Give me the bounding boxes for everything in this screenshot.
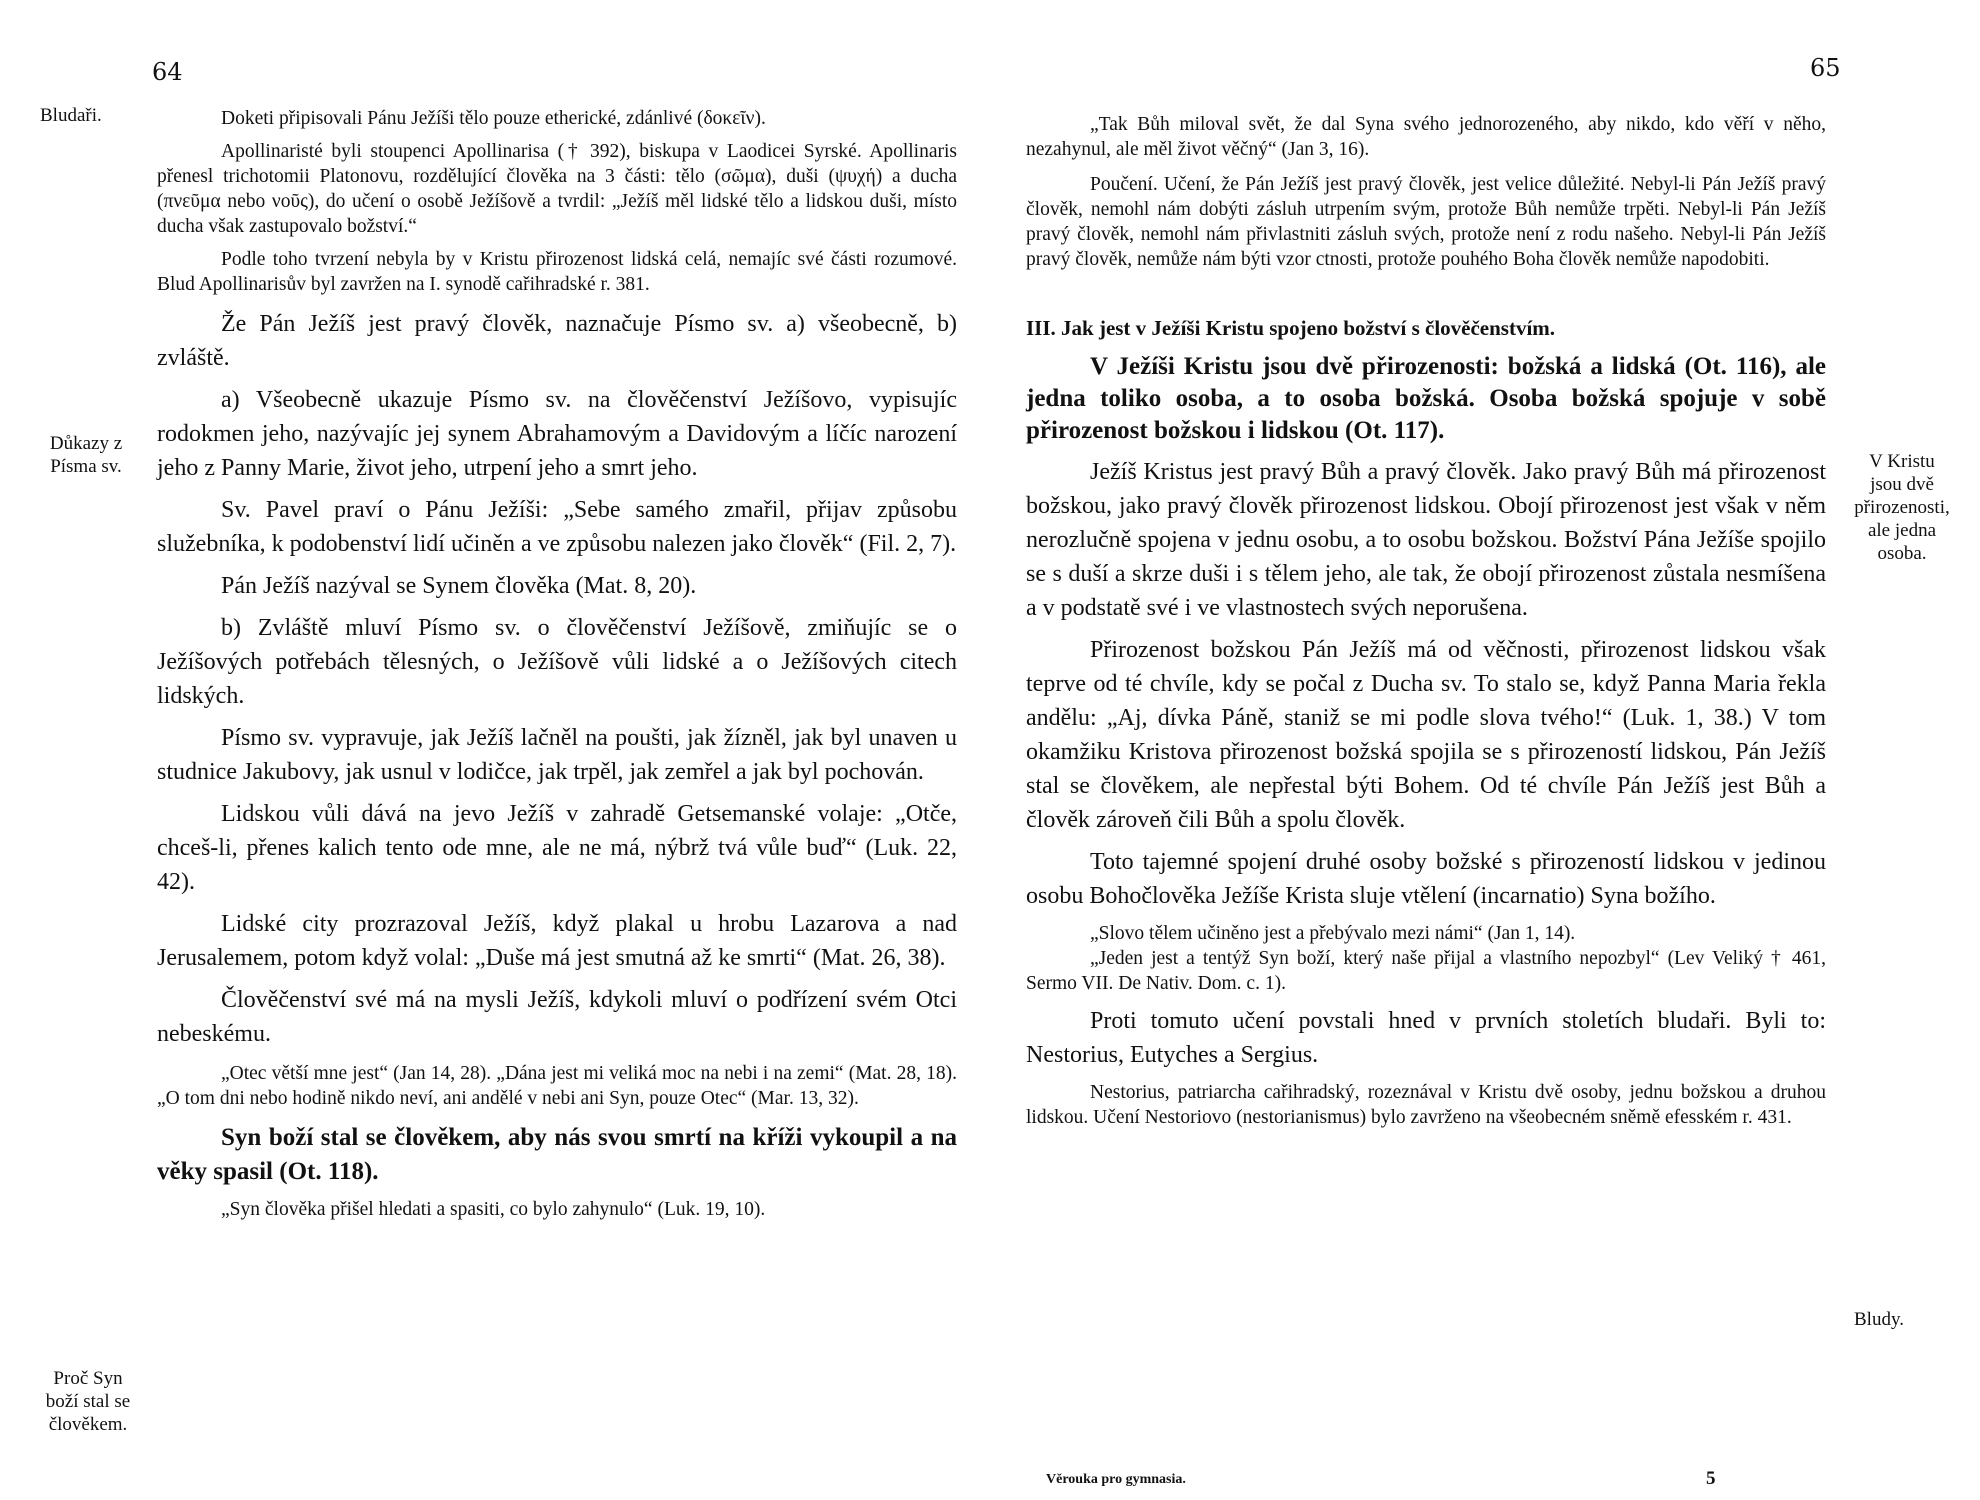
margin-note-line: ale jedna xyxy=(1867,520,1937,541)
paragraph-pan-jezis-nazyval: Pán Ježíš nazýval se Synem člověka (Mat. 8, 20). xyxy=(221,573,697,599)
paragraph-prirozenost-bozskou: Přirozenost božskou Pán Ježíš má od věčnosti, přirozenost lidskou však teprve od té chvíle, kdy se počal z Ducha sv. To stalo se, když Panna Maria řekla andělu: „Aj, dívka Páně, staniž se mi podle slova tvého!“ (Luk. 1, 38.) V tom okamžiku Kristova přirozenost božská spojila se s přirozeností lidskou, Pán Ježíš stal se člověkem, ale nepřestal býti Bohem. Od té chvíle Pán Ježíš jest Bůh a člověk zároveň čili Bůh a spolu člověk. xyxy=(1026,637,1826,833)
paragraph-sv-pavel: Sv. Pavel praví o Pánu Ježíši: „Sebe samého zmařil, přijav způsobu služebníka, k podobenství lidí učiněn a ve způsobu nalezen jako člověk“ (Fil. 2, 7). xyxy=(157,497,957,557)
right-page xyxy=(990,0,1980,1500)
paragraph-doketi: Doketi připisovali Pánu Ježíši tělo pouze etherické, zdánlivé (δοκεῖν). xyxy=(221,108,766,129)
paragraph-lidskou-vuli: Lidskou vůli dává na jevo Ježíš v zahradě Getsemanské volaje: „Otče, chceš-li, přenes kalich tento ode mne, ale ne má, nýbrž tvá vůle buď“ (Luk. 22, 42). xyxy=(157,801,957,895)
margin-note-line: jsou dvě xyxy=(1870,474,1934,495)
margin-note-line: Písma sv. xyxy=(50,456,122,477)
margin-note-bludari: Bludaři. xyxy=(40,105,102,126)
margin-note-line: boží stal se xyxy=(45,1391,131,1412)
paragraph-clovecenstvi: Člověčenství své má na mysli Ježíš, kdykoli mluví o podřízení svém Otci nebeskému. xyxy=(157,987,957,1047)
margin-note-line: Proč Syn xyxy=(53,1368,123,1389)
heading-syn-bozi: Syn boží stal se člověkem, aby nás svou smrtí na kříži vykoupil a na věky spasil (Ot. 118). xyxy=(157,1124,957,1185)
paragraph-slovo-telem: „Slovo tělem učiněno jest a přebývalo mezi námi“ (Jan 1, 14). xyxy=(1090,923,1576,944)
margin-note-line: přirozenosti, xyxy=(1854,497,1950,518)
paragraph-lidske-city: Lidské city prozrazoval Ježíš, když plakal u hrobu Lazarova a nad Jerusalemem, potom když volal: „Duše má jest smutná až ke smrti“ (Mat. 26, 38). xyxy=(157,911,957,971)
page-number: 64 xyxy=(152,58,183,86)
paragraph-zvlaste: b) Zvláště mluví Písmo sv. o člověčenství Ježíšově, zmiňujíc se o Ježíšových potřebách tělesných, o Ježíšově vůli lidské a o Ježíšových citech lidských. xyxy=(157,615,957,709)
paragraph-pouceni: Poučení. Učení, že Pán Ježíš jest pravý člověk, jest velice důležité. Nebyl-li Pán Ježíš pravý člověk, nemohl nám dobýti zásluh utrpením svým, protože Bůh nemůže trpěti. Nebyl-li Pán Ježíš pravý člověk, nemohl nám přivlastniti zásluh svých, protože není z rodu našeho. Nebyl-li Pán Ježíš pravý člověk, nemůže nám býti vzor ctnosti, protože pouhého Boha člověk nemůže napodobiti. xyxy=(1026,174,1826,270)
margin-note-line: osoba. xyxy=(1877,543,1927,564)
paragraph-pismo-vypravuje: Písmo sv. vypravuje, jak Ježíš lačněl na poušti, jak žízněl, jak byl unaven u studnice Jakubovy, jak usnul v lodičce, jak trpěl, jak zemřel a jak byl pochován. xyxy=(157,725,957,785)
margin-note-dukazy xyxy=(30,432,142,478)
paragraph-otec-vetsi: „Otec větší mne jest“ (Jan 14, 28). „Dána jest mi veliká moc na nebi i na zemi“ (Mat. 28, 18). „O tom dni nebo hodině nikdo neví, ani andělé v nebi ani Syn, pouze Otec“ (Mar. 13, 32). xyxy=(157,1063,957,1109)
margin-note-proc-syn xyxy=(24,1367,152,1436)
paragraph-vseobecne: a) Všeobecně ukazuje Písmo sv. na člověčenství Ježíšovo, vypisujíc rodokmen jeho, nazývajíc jej synem Abrahamovým a Davidovým a líčíc narození jeho z Panny Marie, život jeho, utrpení jeho a smrt jeho. xyxy=(157,387,957,481)
margin-note-v-kristu xyxy=(1842,450,1962,565)
paragraph-toto-tajemne: Toto tajemné spojení druhé osoby božské s přirozeností lidskou v jedinou osobu Bohočlověka Ježíše Krista sluje vtělení (incarnatio) Syna božího. xyxy=(1026,849,1826,909)
section-title: III. Jak jest v Ježíši Kristu spojeno božství s člověčenstvím. xyxy=(1026,316,1556,340)
left-text-column xyxy=(157,106,957,1222)
footer-number: 5 xyxy=(1706,1468,1716,1489)
heading-v-jezisi: V Ježíši Kristu jsou dvě přirozenosti: božská a lidská (Ot. 116), ale jedna toliko osoba, a to osoba božská. Osoba božská spojuje v sobě přirozenost božskou i lidskou (Ot. 117). xyxy=(1026,353,1826,444)
paragraph-jezis-kristus: Ježíš Kristus jest pravý Bůh a pravý člověk. Jako pravý Bůh má přirozenost božskou, jako pravý člověk přirozenost lidskou. Obojí přirozenost jest však v něm nerozlučně spojena v jednu osobu, a to osobu božskou. Božství Pána Ježíše spojilo se s duší a skrze duši i s tělem jeho, ale tak, že obojí přirozenost zůstala nesmíšena a v podstatě své i ve vlastnostech svých neporušena. xyxy=(1026,459,1826,621)
paragraph-apollinariste: Apollinaristé byli stoupenci Apollinarisa († 392), biskupa v Laodicei Syrské. Apollinaris přenesl trichotomii Platonovu, rozdělující člověka na 3 části: tělo (σῶμα), duši (ψυχή) a ducha (πνεῦμα nebo νοῦς), do učení o osobě Ježíšově a tvrdil: „Ježíš měl lidské tělo a lidskou duši, místo ducha však zastupovalo božství.“ xyxy=(157,141,957,237)
paragraph-ze-pan: Že Pán Ježíš jest pravý člověk, naznačuje Písmo sv. a) všeobecně, b) zvláště. xyxy=(157,311,957,371)
paragraph-jeden-jest: „Jeden jest a tentýž Syn boží, který naše přijal a vlastního nepozbyl“ (Lev Veliký † 461, Sermo VII. De Nativ. Dom. c. 1). xyxy=(1026,948,1826,994)
margin-note-line: V Kristu xyxy=(1869,451,1935,472)
paragraph-nestorius: Nestorius, patriarcha cařihradský, rozeznával v Kristu dvě osoby, jednu božskou a druhou lidskou. Učení Nestoriovo (nestorianismus) bylo zavrženo na všeobecném sněmě efesském r. 431. xyxy=(1026,1082,1826,1128)
page-number: 65 xyxy=(1810,54,1841,82)
margin-note-line: člověkem. xyxy=(48,1414,128,1435)
paragraph-tak-buh: „Tak Bůh miloval svět, že dal Syna svého jednorozeného, aby nikdo, kdo věří v něho, nezahynul, ale měl život věčný“ (Jan 3, 16). xyxy=(1026,114,1826,160)
right-text-column xyxy=(1026,112,1826,1130)
paragraph-syn-cloveka: „Syn člověka přišel hledati a spasiti, co bylo zahynulo“ (Luk. 19, 10). xyxy=(221,1199,766,1220)
margin-note-bludy: Bludy. xyxy=(1854,1309,1904,1330)
paragraph-proti-tomuto: Proti tomuto učení povstali hned v prvních stoletích bludaři. Byli to: Nestorius, Eutyches a Sergius. xyxy=(1026,1008,1826,1068)
margin-note-line: Důkazy z xyxy=(49,433,123,454)
footer-signature: Věrouka pro gymnasia. xyxy=(1046,1472,1186,1487)
paragraph-podle-toho: Podle toho tvrzení nebyla by v Kristu přirozenost lidská celá, nemajíc své části rozumové. Blud Apollinarisův byl zavržen na I. synodě cařihradské r. 381. xyxy=(157,249,957,295)
